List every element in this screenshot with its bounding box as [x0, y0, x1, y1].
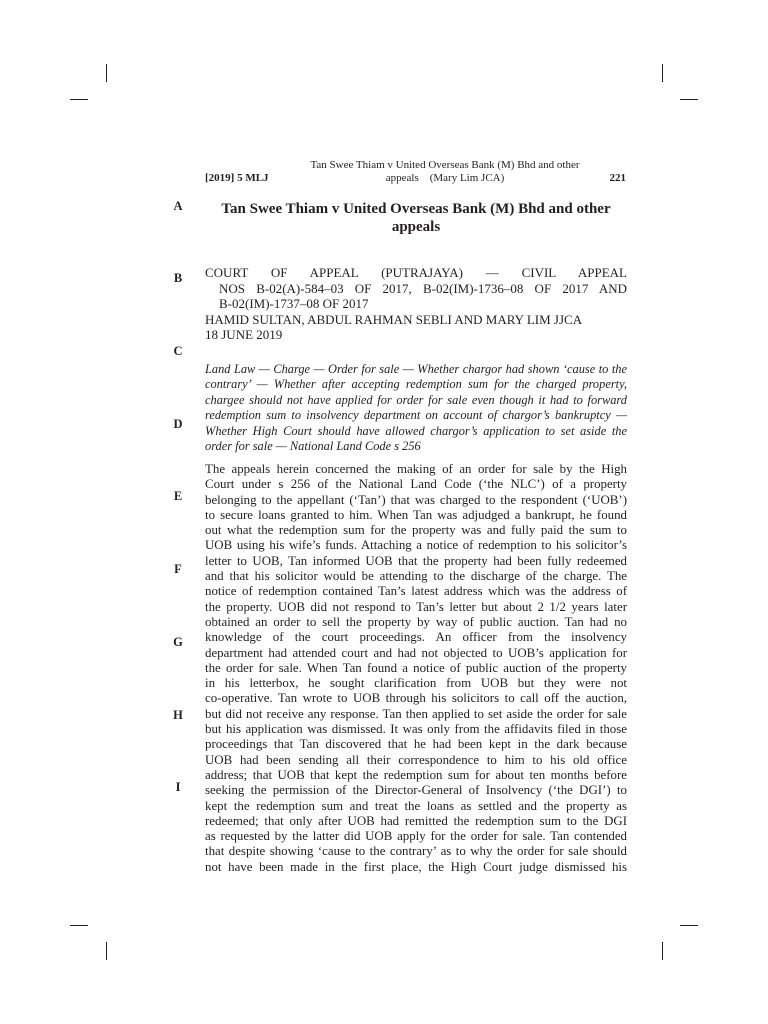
body-line: to secure loans granted to him. When Tan was adjudged a bankrupt, he found — [205, 507, 627, 522]
case-title: Tan Swee Thiam v United Overseas Bank (M) Bhd and other appeals — [221, 201, 611, 235]
crop-mark-top-right-vertical — [662, 64, 663, 82]
body-line: seeking the permission of the Director-General of Insolvency (‘the DGI’) to — [205, 783, 627, 798]
margin-letter-c: C — [173, 344, 183, 358]
page-number: 221 — [609, 172, 626, 184]
court-line-1: COURT OF APPEAL (PUTRAJAYA) — CIVIL APPEAL — [205, 265, 627, 280]
body-line: letter to UOB, Tan informed UOB that the property had been fully redeemed — [205, 553, 627, 568]
body-line: UOB using his wife’s funds. Attaching a notice of redemption to his solicitor’s — [205, 538, 627, 553]
body-line: proceedings that Tan discovered that he had been kept in the dark because — [205, 737, 627, 752]
margin-letter-f: F — [174, 562, 182, 576]
crop-mark-top-left-horizontal — [70, 99, 88, 100]
court-line-2: NOS B-02(A)-584–03 OF 2017, B-02(IM)-1736–08 OF 2017 AND — [219, 280, 627, 296]
body-line: UOB had been sending all their correspondence to him to his old office — [205, 752, 627, 767]
crop-mark-bottom-right-horizontal — [680, 925, 698, 926]
body-line: not have been made in the first place, the High Court judge dismissed his — [205, 859, 627, 874]
margin-letter-d: D — [173, 417, 183, 431]
running-title-line-2: appeals (Mary Lim JCA) — [385, 172, 505, 184]
catchwords: Land Law — Charge — Order for sale — Whether chargor had shown ‘cause to the contrary’ — Whether after accepting redemption sum for the charged property, chargee should not have applied for order for sale even though it had to forward redemption sum to insolvency department on account of chargor’s bankruptcy — Whether High Court should have allowed chargor’s application to set aside the order for sale — National Land Code s 256 — [205, 362, 627, 454]
margin-letter-b: B — [173, 271, 183, 285]
body-line: notice of redemption contained Tan’s latest address which was the address of — [205, 584, 627, 599]
body-line: The appeals herein concerned the making of an order for sale by the High — [205, 462, 627, 476]
body-line: knowledge of the court proceedings. An officer from the insolvency — [205, 630, 627, 645]
running-title-line-1: Tan Swee Thiam v United Overseas Bank (M) Bhd and other — [310, 159, 580, 171]
body-line: kept the redemption sum and treat the loans as settled and the property as — [205, 798, 627, 813]
body-line: and that his solicitor would be attending to the discharge of the charge. The — [205, 569, 627, 584]
margin-letter-e: E — [173, 489, 183, 503]
body-line: belonging to the appellant (‘Tan’) that was charged to the respondent (‘UOB’) — [205, 492, 627, 507]
body-line: the order for sale. When Tan found a notice of public auction of the property — [205, 660, 627, 675]
running-title — [290, 159, 600, 185]
crop-mark-top-right-horizontal — [680, 99, 698, 100]
body-line: out what the redemption sum for the property was and fully paid the sum to — [205, 523, 627, 538]
body-line: Court under s 256 of the National Land Code (‘the NLC’) of a property — [205, 477, 627, 492]
body-line: department had attended court and had not objected to UOB’s application for — [205, 645, 627, 660]
crop-mark-bottom-left-vertical — [106, 942, 107, 960]
decision-date: 18 JUNE 2019 — [205, 327, 283, 343]
body-line: co-operative. Tan wrote to UOB through his solicitors to call off the auction, — [205, 691, 627, 706]
body-line: that despite showing ‘cause to the contrary’ as to why the order for sale should — [205, 844, 627, 859]
body-line: the property. UOB did not respond to Tan’s letter but about 2 1/2 years later — [205, 599, 627, 614]
court-block — [205, 265, 627, 343]
citation: [2019] 5 MLJ — [205, 172, 269, 184]
crop-mark-bottom-right-vertical — [662, 942, 663, 960]
body-line: redeemed; that only after UOB had remitted the redemption sum to the DGI — [205, 813, 627, 828]
headnote-body — [205, 462, 627, 875]
body-line: address; that UOB that kept the redemption sum for about ten months before — [205, 767, 627, 782]
crop-mark-top-left-vertical — [106, 64, 107, 82]
body-line: in his letterbox, he sought clarification from UOB but they were not — [205, 676, 627, 691]
body-line: obtained an order to sell the property by way of public auction. Tan had no — [205, 614, 627, 629]
body-line: but his application was dismissed. It was only from the affidavits filed in those — [205, 722, 627, 737]
body-line: but did not receive any response. Tan then applied to set aside the order for sale — [205, 706, 627, 721]
body-line: as requested by the latter did UOB apply for the order for sale. Tan contended — [205, 829, 627, 844]
margin-letter-i: I — [175, 780, 181, 794]
crop-mark-bottom-left-horizontal — [70, 925, 88, 926]
margin-letter-h: H — [173, 708, 183, 722]
judges: HAMID SULTAN, ABDUL RAHMAN SEBLI AND MARY LIM JJCA — [205, 311, 583, 327]
court-line-3: B-02(IM)-1737–08 OF 2017 — [219, 296, 369, 312]
margin-letter-g: G — [173, 635, 183, 649]
margin-letter-a: A — [173, 199, 183, 213]
